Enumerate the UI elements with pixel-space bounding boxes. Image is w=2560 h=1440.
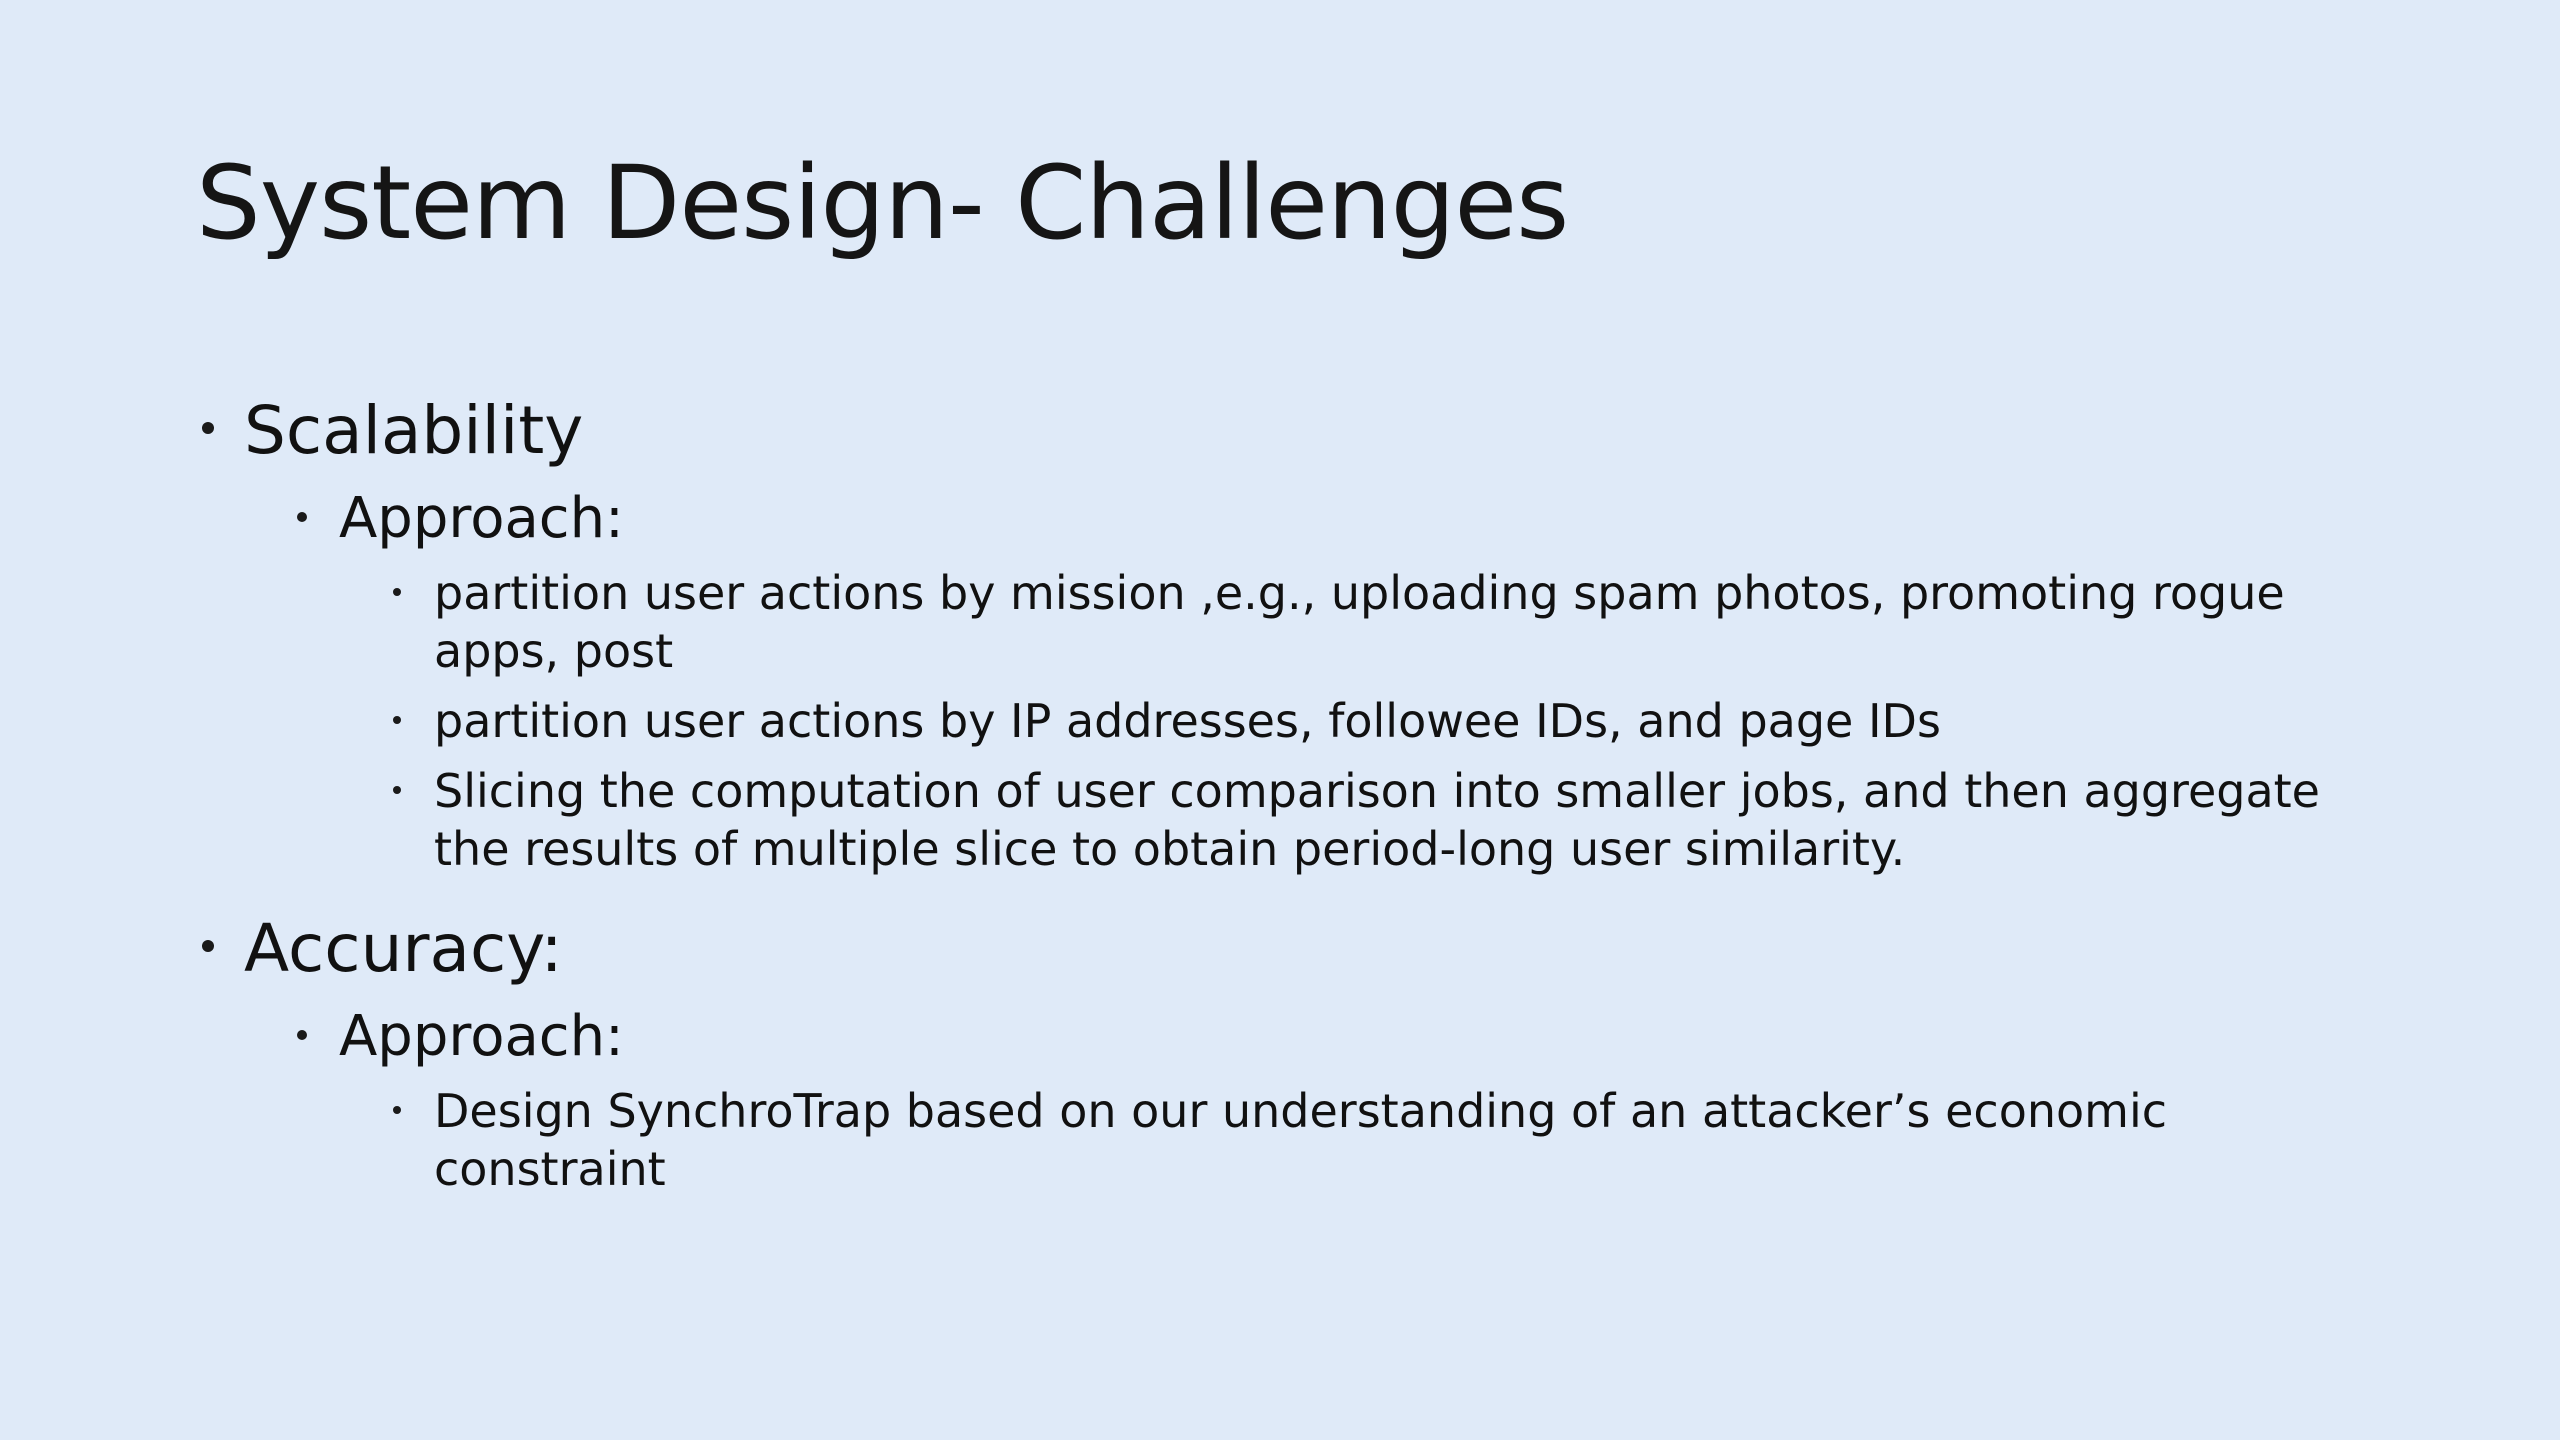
sub-bullet-approach: [291, 996, 2376, 1078]
bullet-text: Accuracy:: [244, 910, 563, 987]
bullet-text: Slicing the computation of user comparison into smaller jobs, and then aggregate the results of multiple slice to obtain period-long user similarity.: [434, 764, 2320, 876]
bullet-dot-icon: [202, 940, 214, 952]
bullet-text: Approach:: [339, 1004, 624, 1069]
bullet-dot-icon: [393, 588, 401, 596]
bullet-dot-icon: [297, 512, 307, 522]
bullet-text: Design SynchroTrap based on our understanding of an attacker’s economic constraint: [434, 1084, 2168, 1196]
sub-sub-bullet: [386, 1082, 2376, 1198]
bullet-dot-icon: [202, 422, 214, 434]
bullet-text: partition user actions by IP addresses, followee IDs, and page IDs: [434, 694, 1941, 748]
slide-body: [196, 384, 2376, 1198]
bullet-text: Approach:: [339, 486, 624, 551]
sub-sub-bullet: [386, 762, 2376, 878]
bullet-dot-icon: [297, 1030, 307, 1040]
bullet-dot-icon: [393, 716, 401, 724]
bullet-dot-icon: [393, 786, 401, 794]
slide-title: System Design- Challenges: [196, 144, 1569, 263]
bullet-accuracy: [196, 902, 2376, 996]
sub-sub-bullet: [386, 564, 2376, 680]
sub-sub-bullet: [386, 692, 2376, 750]
sub-bullet-approach: [291, 478, 2376, 560]
bullet-text: Scalability: [244, 392, 584, 469]
bullet-dot-icon: [393, 1106, 401, 1114]
bullet-scalability: [196, 384, 2376, 478]
bullet-text: partition user actions by mission ,e.g., uploading spam photos, promoting rogue apps, post: [434, 566, 2285, 678]
